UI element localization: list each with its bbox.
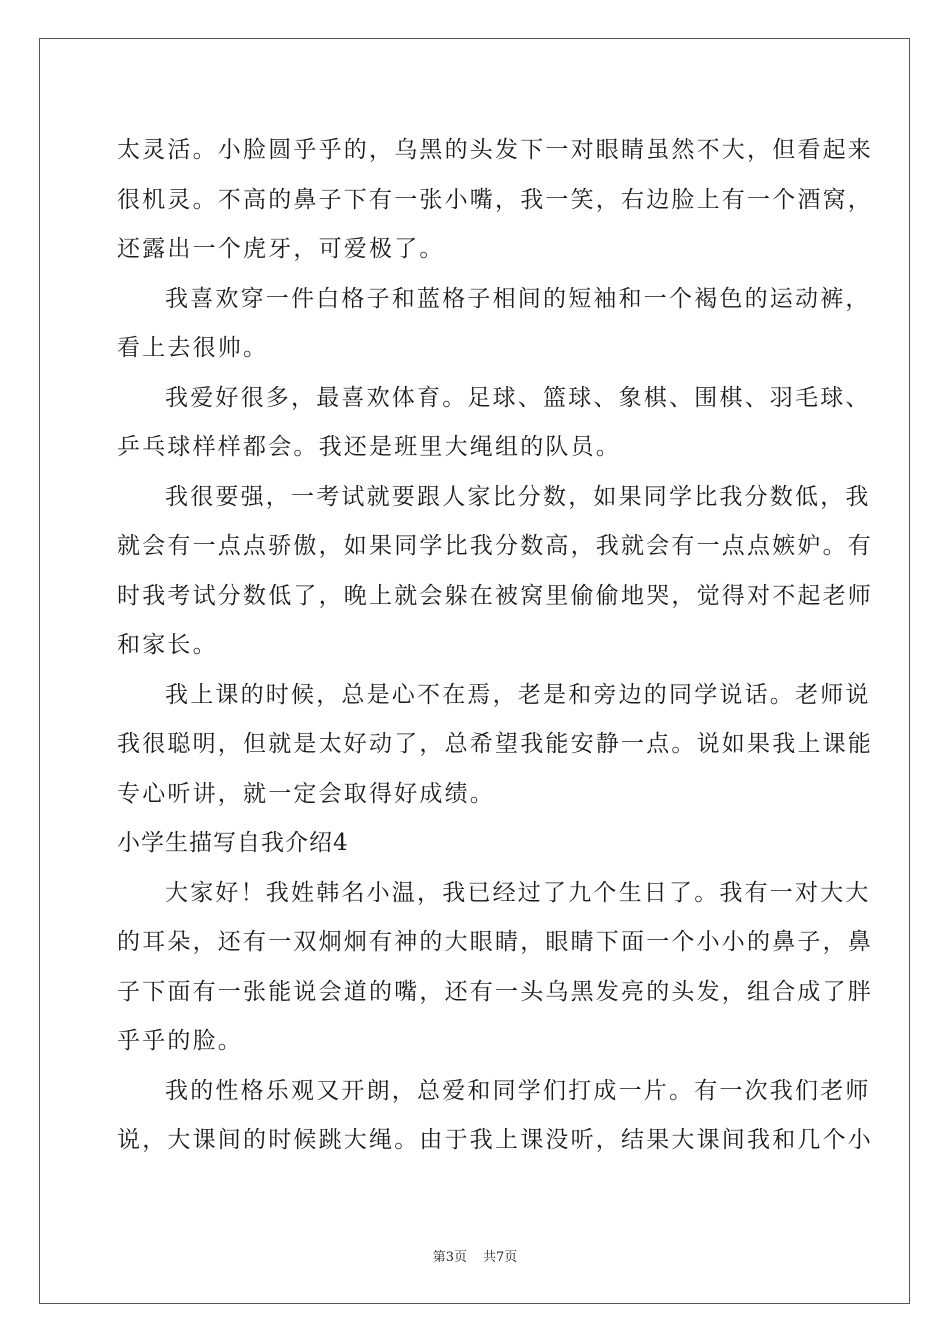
text-line: 专心听讲，就一定会取得好成绩。 <box>117 780 495 807</box>
page-footer <box>0 1246 950 1265</box>
text-line: 乎乎的脸。 <box>117 1028 243 1054</box>
text-line: 时我考试分数低了，晚上就会躲在被窝里偷偷地哭，觉得对不起老师 <box>117 582 873 609</box>
text-line: 还露出一个虎牙，可爱极了。 <box>117 236 445 262</box>
section-heading: 小学生描写自我介绍4 <box>117 830 349 856</box>
text-line: 就会有一点点骄傲，如果同学比我分数高，我就会有一点点嫉妒。有 <box>117 533 873 559</box>
text-line: 我爱好很多，最喜欢体育。足球、篮球、象棋、围棋、羽毛球、 <box>165 384 871 411</box>
text-line: 我的性格乐观又开朗，总爱和同学们打成一片。有一次我们老师 <box>165 1077 871 1104</box>
text-line: 乒乓球样样都会。我还是班里大绳组的队员。 <box>117 434 621 460</box>
text-line: 和家长。 <box>117 632 218 658</box>
text-line: 我上课的时候，总是心不在焉，老是和旁边的同学说话。老师说 <box>165 681 871 708</box>
total-pages: 共7页 <box>483 1250 518 1265</box>
text-line: 看上去很帅。 <box>117 335 269 361</box>
text-line: 我很聪明，但就是太好动了，总希望我能安静一点。说如果我上课能 <box>117 731 873 757</box>
text-line: 我喜欢穿一件白格子和蓝格子相间的短袖和一个褐色的运动裤， <box>165 285 871 312</box>
text-line: 我很要强，一考试就要跟人家比分数，如果同学比我分数低，我 <box>165 483 871 510</box>
page-number: 第3页 <box>432 1250 467 1265</box>
text-line: 很机灵。不高的鼻子下有一张小嘴，我一笑，右边脸上有一个酒窝， <box>117 186 873 213</box>
document-body <box>117 126 873 1166</box>
text-line: 的耳朵，还有一双炯炯有神的大眼睛，眼睛下面一个小小的鼻子，鼻 <box>117 929 873 955</box>
text-line: 说，大课间的时候跳大绳。由于我上课没听，结果大课间我和几个小 <box>117 1127 873 1153</box>
text-line: 大家好！我姓韩名小温，我已经过了九个生日了。我有一对大大 <box>165 879 871 906</box>
text-line: 太灵活。小脸圆乎乎的，乌黑的头发下一对眼睛虽然不大，但看起来 <box>117 137 873 163</box>
text-line: 子下面有一张能说会道的嘴，还有一头乌黑发亮的头发，组合成了胖 <box>117 978 873 1005</box>
